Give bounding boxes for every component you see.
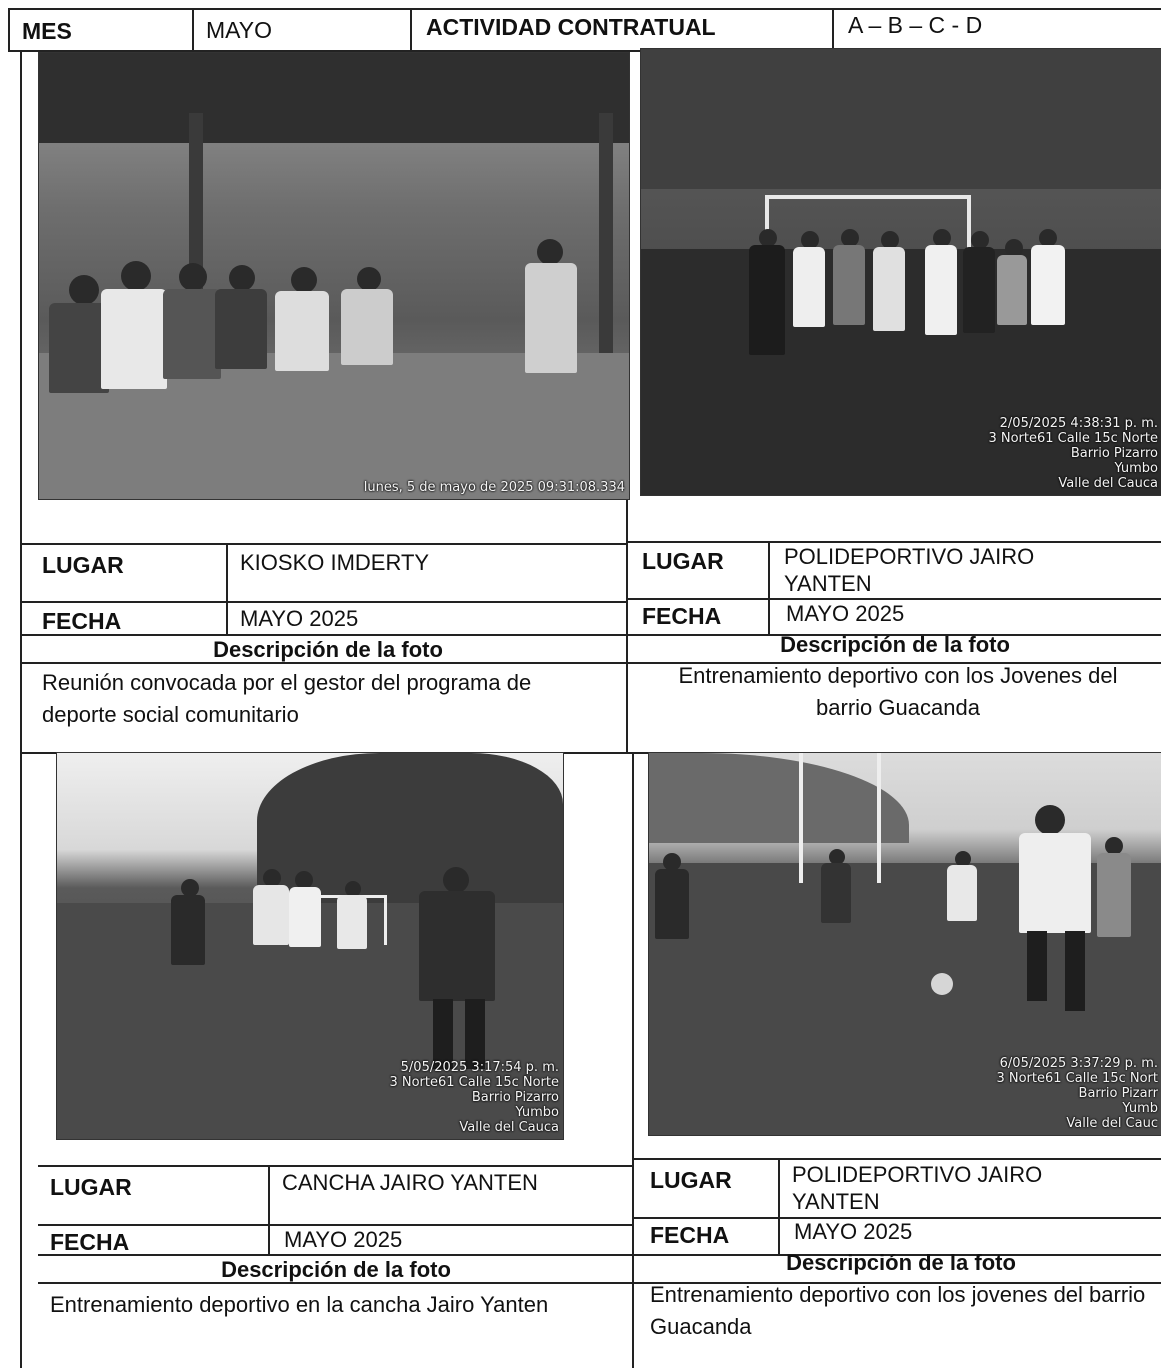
photo-timestamp: lunes, 5 de mayo de 2025 09:31:08.334 xyxy=(363,480,625,495)
table-col-line xyxy=(226,543,228,634)
table-col-line xyxy=(268,1165,270,1254)
fecha-value: MAYO 2025 xyxy=(240,606,359,631)
table-line xyxy=(38,1224,634,1226)
table-line xyxy=(626,598,1161,600)
lugar-label: LUGAR xyxy=(50,1174,132,1200)
lugar-value: POLIDEPORTIVO JAIRO YANTEN xyxy=(792,1162,1043,1214)
frame-left-line xyxy=(20,52,22,1368)
actividad-label: ACTIVIDAD CONTRATUAL xyxy=(426,14,716,40)
table-col-line xyxy=(768,541,770,634)
header-row xyxy=(8,8,1161,52)
header-divider xyxy=(192,10,194,52)
fecha-value: MAYO 2025 xyxy=(794,1219,913,1244)
photo-field-training xyxy=(56,752,564,1140)
fecha-value: MAYO 2025 xyxy=(284,1227,403,1252)
photo-timestamp: 5/05/2025 3:17:54 p. m. 3 Norte61 Calle 15c Norte Barrio Pizarro Yumbo Valle del Cauca xyxy=(389,1060,559,1135)
descripcion-text: Reunión convocada por el gestor del programa de deporte social comunitario xyxy=(42,670,532,727)
table-line xyxy=(632,1158,1161,1160)
fecha-label: FECHA xyxy=(50,1229,130,1255)
table-line xyxy=(20,601,628,603)
photo-youth-goal xyxy=(640,48,1161,496)
photo-ball-training xyxy=(648,752,1161,1136)
mes-label: MES xyxy=(22,18,72,44)
lugar-value: POLIDEPORTIVO JAIRO YANTEN xyxy=(784,544,1035,596)
descripcion-title: Descripción de la foto xyxy=(780,632,1010,657)
mes-value: MAYO xyxy=(206,17,273,43)
photo-timestamp: 6/05/2025 3:37:29 p. m. 3 Norte61 Calle 15c Nort Barrio Pizarr Yumb Valle del Cauc xyxy=(996,1056,1158,1131)
descripcion-title: Descripción de la foto xyxy=(786,1250,1016,1275)
lugar-label: LUGAR xyxy=(650,1167,732,1193)
descripcion-text: Entrenamiento deportivo en la cancha Jairo Yanten xyxy=(50,1292,549,1317)
descripcion-title: Descripción de la foto xyxy=(213,637,443,662)
table-col-line xyxy=(778,1158,780,1254)
lugar-value: KIOSKO IMDERTY xyxy=(240,550,430,575)
actividad-value: A – B – C - D xyxy=(848,12,983,38)
photo-timestamp: 2/05/2025 4:38:31 p. m. 3 Norte61 Calle 15c Norte Barrio Pizarro Yumbo Valle del Cauca xyxy=(988,416,1158,491)
photo-kiosk-meeting xyxy=(38,52,630,500)
descripcion-text: Entrenamiento deportivo con los jovenes del barrio Guacanda xyxy=(650,1282,1146,1339)
header-divider xyxy=(832,10,834,52)
descripcion-text: Entrenamiento deportivo con los Jovenes del barrio Guacanda xyxy=(678,663,1118,720)
fecha-value: MAYO 2025 xyxy=(786,601,905,626)
fecha-label: FECHA xyxy=(650,1222,730,1248)
header-divider xyxy=(410,10,412,52)
fecha-label: FECHA xyxy=(642,603,722,629)
table-line xyxy=(38,1165,634,1167)
frame-center-line-bottom xyxy=(632,752,634,1368)
lugar-label: LUGAR xyxy=(642,548,724,574)
table-line xyxy=(20,543,628,545)
fecha-label: FECHA xyxy=(42,608,122,634)
descripcion-title: Descripción de la foto xyxy=(221,1257,451,1282)
lugar-label: LUGAR xyxy=(42,552,124,578)
lugar-value: CANCHA JAIRO YANTEN xyxy=(282,1170,538,1195)
